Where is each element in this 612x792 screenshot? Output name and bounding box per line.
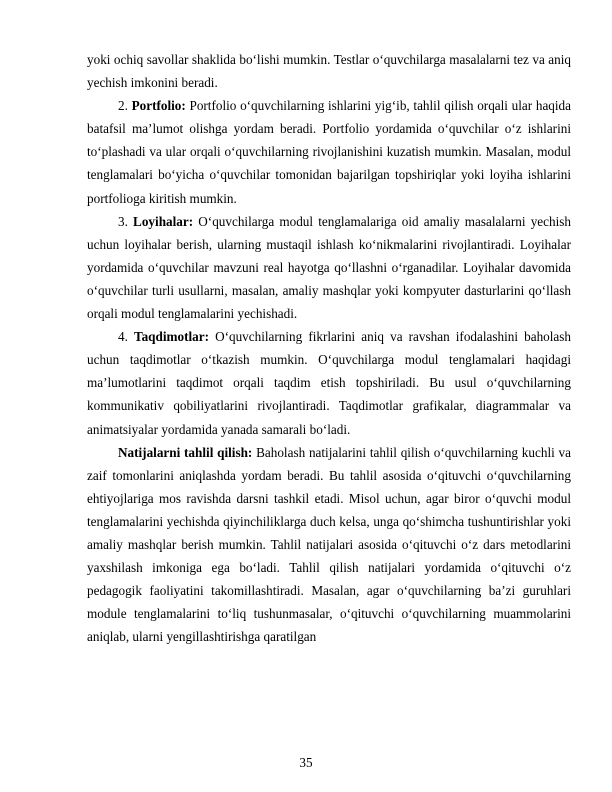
list-number: 3.	[118, 213, 134, 229]
term-heading: Taqdimotlar:	[134, 329, 209, 345]
paragraph-text: yoki ochiq savollar shaklida bo‘lishi mumkin. Testlar o‘quvchilarga masalalarni tez va aniq yechish imkonini beradi.	[87, 52, 571, 91]
paragraph-taqdimotlar	[87, 325, 571, 440]
paragraph-text: Portfolio o‘quvchilarning ishlarini yig‘ib, tahlil qilish orqali ular haqida batafsil ma’lumot olishga yordam beradi. Portfolio yordamida o‘quvchilar o‘z ishlarini to‘plashadi va ular orqali o‘quvchilarning rivojlanishini kuzatish mumkin. Masalan, modul tenglamalari bo‘yicha o‘quvchilar tomonidan bajarilgan topshiriqlar yoki loyiha ishlarini portfolioga kiritish mumkin.	[87, 98, 572, 206]
paragraph-text: O‘quvchilarga modul tenglamalariga oid amaliy masalalarni yechish uchun loyihalar berish, ularning mustaqil ishlash ko‘nikmalarini rivojlantiradi. Loyihalar yordamida o‘quvchilar mavzuni real hayotga qo‘llashni o‘rganadilar. Loyihalar davomida o‘quvchilar turli usullarni, masalan, amaliy mashqlar yoki kompyuter dasturlarini qo‘llash orqali modul tenglamalarini yechishadi.	[87, 213, 571, 322]
paragraph-text: Baholash natijalarini tahlil qilish o‘quvchilarning kuchli va zaif tomonlarini aniqlashda yordam beradi. Bu tahlil asosida o‘qituvchi o‘quvchilarning ehtiyojlariga mos ravishda darsni tashkil etadi. Misol uchun, agar biror o‘quvchi modul tenglamalarini yechishda qiyinchiliklarga duch kelsa, unga qo‘shimcha tushuntirishlar yoki amaliy mashqlar berish mumkin. Tahlil natijalari asosida o‘qituvchi o‘z dars metodlarini yaxshilash imkoniga ega bo‘ladi. Tahlil qilish natijalari yordamida o‘qituvchi o‘z pedagogik faoliyatini takomillashtiradi. Masalan, agar o‘quvchilarning ba’zi guruhlari module tenglamalarini to‘liq tushunmasalar, o‘qituvchi o‘quvchilarning muammolarini aniqlab, ularni yengillashtirishga qaratilgan	[87, 444, 571, 645]
page-number: 35	[299, 755, 313, 770]
document-page	[87, 48, 571, 648]
term-heading: Natijalarni tahlil qilish:	[118, 444, 253, 460]
list-number: 2.	[118, 98, 132, 114]
term-heading: Portfolio:	[131, 98, 186, 114]
list-number: 4.	[118, 329, 134, 345]
term-heading: Loyihalar:	[133, 213, 194, 229]
paragraph-continuation	[87, 48, 571, 94]
paragraph-text: O‘quvchilarning fikrlarini aniq va ravshan ifodalashini baholash uchun taqdimotlar o‘tkazish mumkin. O‘quvchilarga modul tenglamalari haqidagi ma’lumotlarini taqdimot orqali taqdim etish topshiriladi. Bu usul o‘quvchilarning kommunikativ qobiliyatlarini rivojlantiradi. Taqdimotlar grafikalar, diagrammalar va animatsiyalar yordamida yanada samarali bo‘ladi.	[87, 329, 572, 437]
paragraph-loyihalar	[87, 210, 571, 325]
paragraph-portfolio	[87, 94, 571, 209]
paragraph-natijalar-tahlili	[87, 441, 571, 649]
